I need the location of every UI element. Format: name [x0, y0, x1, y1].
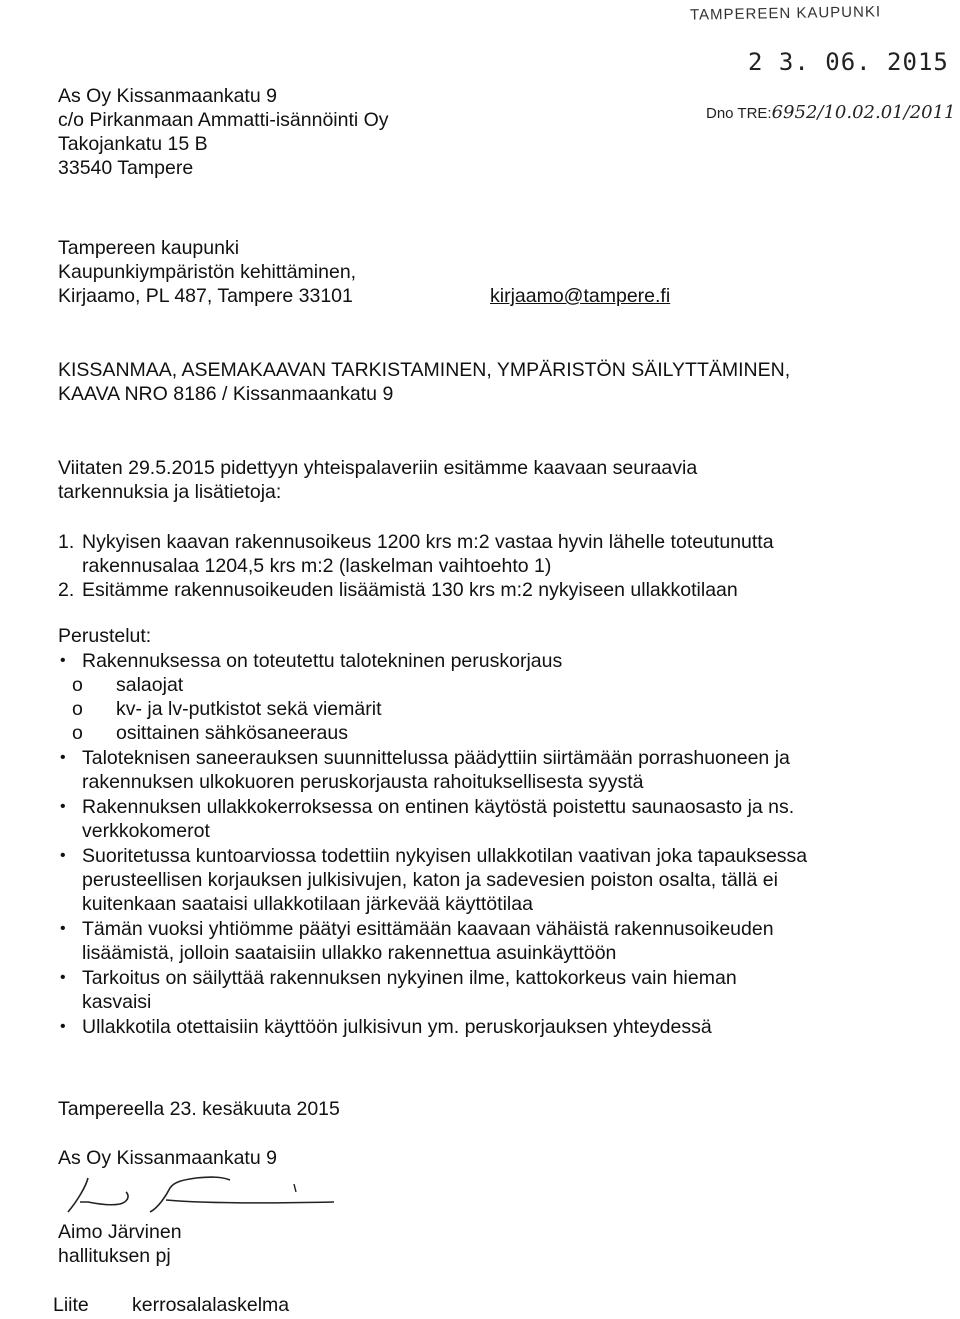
sub-item: [58, 721, 918, 745]
recipient-address: [58, 236, 356, 308]
reason-item: [58, 917, 918, 965]
intro-line: Viitaten 29.5.2015 pidettyyn yhteispalaveriin esitämme kaavaan seuraavia: [58, 457, 698, 479]
reasons-heading: Perustelut:: [58, 625, 152, 647]
reason-line: Ullakkotila otettaisiin käyttöön julkisivun ym. peruskorjauksen yhteydessä: [82, 1016, 712, 1038]
reason-item: [58, 746, 918, 794]
place-and-date: Tampereella 23. kesäkuuta 2015: [58, 1098, 340, 1120]
reason-line: rakennuksen ulkokuoren peruskorjausta rahoituksellisesta syystä: [82, 771, 644, 793]
reason-line: Tämän vuoksi yhtiömme päätyi esittämään kaavaan vähäistä rakennusoikeuden: [82, 918, 774, 940]
reason-line: Suoritetussa kuntoarviossa todettiin nykyisen ullakkotilan vaativan joka tapauksessa: [82, 845, 808, 867]
intro-line: tarkennuksia ja lisätietoja:: [58, 481, 282, 503]
intro-paragraph: [58, 456, 697, 504]
receipt-stamp-header: TAMPEREEN KAUPUNKI: [689, 3, 882, 24]
bullet-icon: •: [60, 749, 66, 766]
item-number: 2.: [58, 579, 75, 601]
bullet-icon: •: [60, 798, 66, 815]
reason-item: [58, 795, 918, 843]
sub-item-text: osittainen sähkösaneeraus: [116, 722, 348, 744]
proposal-list: [58, 530, 774, 602]
reason-line: Rakennuksen ullakkokerroksessa on entinen käytöstä poistettu saunaosasto ja ns.: [82, 796, 795, 818]
signatory-company: As Oy Kissanmaankatu 9: [58, 1147, 277, 1169]
reason-line: verkkokomerot: [82, 820, 210, 842]
reason-line: Rakennuksessa on toteutettu talotekninen peruskorjaus: [82, 650, 563, 672]
attachment-name: kerrosalalaskelma: [132, 1294, 290, 1316]
recipient-line: Kaupunkiympäristön kehittäminen,: [58, 261, 357, 283]
diary-number: [706, 101, 956, 126]
diary-number-value: 6952/10.02.01/2011: [771, 102, 956, 123]
bullet-icon: •: [60, 920, 66, 937]
sender-line: Takojankatu 15 B: [58, 133, 208, 155]
sender-line: 33540 Tampere: [58, 157, 194, 179]
diary-number-label: Dno TRE:: [706, 105, 772, 122]
recipient-line: Kirjaamo, PL 487, Tampere 33101: [58, 285, 353, 307]
item-line: Nykyisen kaavan rakennusoikeus 1200 krs m:2 vastaa hyvin lähelle toteutunutta: [82, 531, 774, 553]
reason-line: kasvaisi: [82, 991, 152, 1013]
proposal-item: [58, 530, 774, 578]
bullet-icon: •: [60, 847, 66, 864]
reason-item: [58, 1015, 918, 1039]
sub-item: [58, 673, 918, 697]
sender-line: As Oy Kissanmaankatu 9: [58, 85, 277, 107]
reason-line: perusteellisen korjauksen julkisivujen, katon ja sadevesien poiston osalta, tällä ei: [82, 869, 778, 891]
sub-bullet-icon: o: [72, 722, 83, 744]
reason-line: Taloteknisen saneerauksen suunnittelussa päädyttiin siirtämään porrashuoneen ja: [82, 747, 790, 769]
subject-line: KAAVA NRO 8186 / Kissanmaankatu 9: [58, 383, 394, 405]
item-line: Esitämme rakennusoikeuden lisäämistä 130 krs m:2 nykyiseen ullakkotilaan: [82, 579, 738, 601]
reason-line: kuitenkaan saataisi ullakkotilaan järkevää käyttötilaa: [82, 893, 533, 915]
reason-item: [58, 966, 918, 1014]
reasons-section: [58, 624, 918, 1039]
proposal-item: [58, 578, 774, 602]
sub-item-text: kv- ja lv-putkistot sekä viemärit: [116, 698, 382, 720]
reason-item: [58, 649, 918, 745]
recipient-email-link[interactable]: kirjaamo@tampere.fi: [490, 285, 671, 307]
bullet-icon: •: [60, 1018, 66, 1035]
sender-address: [58, 84, 389, 180]
receipt-stamp-date: 2 3. 06. 2015: [748, 48, 949, 76]
sub-bullet-icon: o: [72, 674, 83, 696]
reason-line: Tarkoitus on säilyttää rakennuksen nykyinen ilme, kattokorkeus vain hieman: [82, 967, 737, 989]
attachment-label: Liite: [53, 1294, 89, 1316]
bullet-icon: •: [60, 969, 66, 986]
letter-subject: [58, 358, 790, 406]
reason-line: lisäämistä, jolloin saataisiin ullakko rakennettua asuinkäyttöön: [82, 942, 617, 964]
sub-item-text: salaojat: [116, 674, 184, 696]
sub-item: [58, 697, 918, 721]
handwritten-signature: [58, 1172, 348, 1220]
sub-bullet-icon: o: [72, 698, 83, 720]
bullet-icon: •: [60, 652, 66, 669]
signatory-name: Aimo Järvinen: [58, 1221, 182, 1243]
reason-item: [58, 844, 918, 916]
subject-line: KISSANMAA, ASEMAKAAVAN TARKISTAMINEN, YMPÄRISTÖN SÄILYTTÄMINEN,: [58, 359, 791, 381]
item-line: rakennusalaa 1204,5 krs m:2 (laskelman vaihtoehto 1): [82, 555, 552, 577]
sender-line: c/o Pirkanmaan Ammatti-isännöinti Oy: [58, 109, 389, 131]
recipient-line: Tampereen kaupunki: [58, 237, 240, 259]
item-number: 1.: [58, 531, 75, 553]
signatory-title: hallituksen pj: [58, 1245, 171, 1267]
